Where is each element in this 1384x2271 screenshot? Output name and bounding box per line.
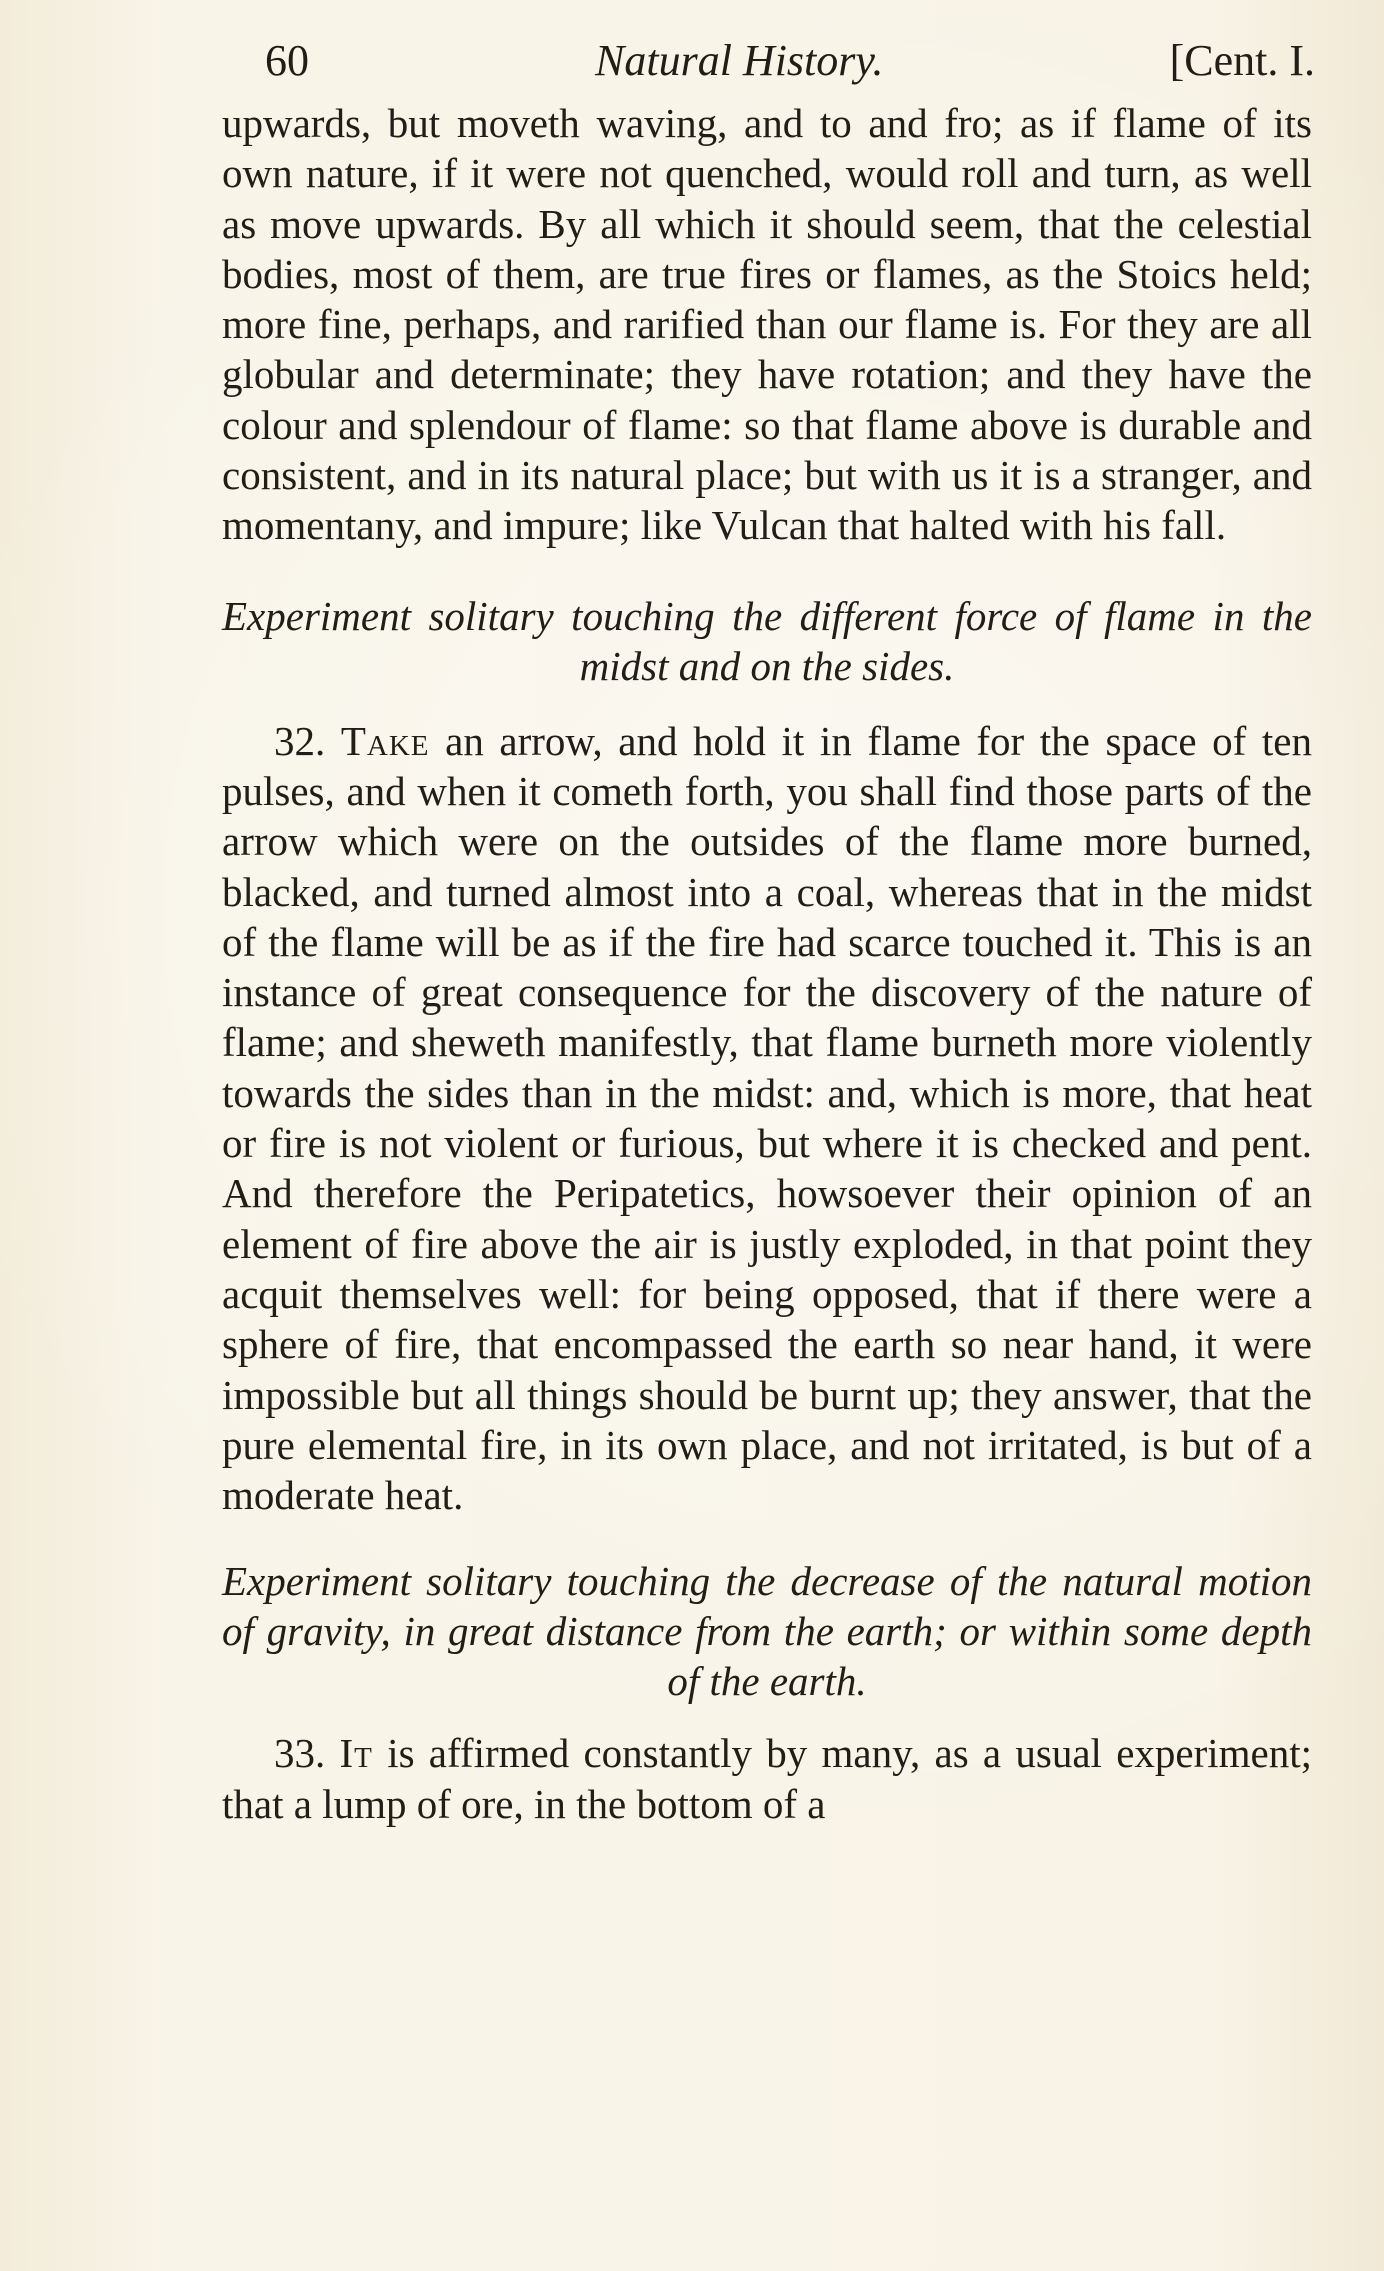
lead-word: It xyxy=(339,1730,373,1777)
experiment-heading-33: Experiment solitary touching the decrease of the natural motion of gravity, in great distance from the earth; or within some depth of the earth. xyxy=(222,1558,1312,1705)
paragraph-number: 32. xyxy=(274,717,326,764)
paragraph-32 xyxy=(222,716,1312,1521)
paragraph-33 xyxy=(222,1728,1312,1829)
paragraph-text: is affirmed constantly by many, as a usual experiment; that a lump of ore, in the bottom of a xyxy=(222,1730,1313,1827)
spacer xyxy=(222,1706,1312,1728)
section-marker: [Cent. I. xyxy=(1169,36,1315,85)
paragraph-text: an arrow, and hold it in flame for the space of ten pulses, and when it cometh forth, you shall find those parts of the arrow which were on the outsides of the flame more burned, blacked, and turned almost into a coal, whereas that in the midst of the flame will be as if the fire had scarce touched it. This is an instance of great consequence for the discovery of the nature of flame; and sheweth manifestly, that flame burneth more violently towards the sides than in the midst: and, which is more, that heat or fire is not violent or furious, but where it is checked and pent. And therefore the Peripatetics, howsoever their opinion of an element of fire above the air is justly exploded, in that point they acquit themselves well: for being opposed, that if there were a sphere of fire, that encompassed the earth so near hand, it were impossible but all things should be burnt up; they answer, that the pure elemental fire, in its own place, and not irritated, is but of a moderate heat. xyxy=(222,717,1312,1519)
spacer xyxy=(222,551,1312,591)
page-number: 60 xyxy=(265,36,309,85)
spacer xyxy=(222,691,1312,716)
page-header xyxy=(265,26,1315,96)
paragraph-number: 33. xyxy=(274,1730,326,1777)
experiment-heading-32: Experiment solitary touching the different force of flame in the midst and on the sides. xyxy=(222,592,1312,689)
paragraph-continuation: upwards, but moveth waving, and to and fro; as if flame of its own nature, if it were not quenched, would roll and turn, as well as move upwards. By all which it should seem, that the celestial bodies, most of them, are true fires or flames, as the Stoics held; more fine, perhaps, and rarified than our flame is. For they are all globular and determinate; they have rotation; and they have the colour and splendour of flame: so that flame above is durable and consistent, and in its natural place; but with us it is a stranger, and momentany, and impure; like Vulcan that halted with his fall. xyxy=(222,100,1312,549)
lead-word: Take xyxy=(340,717,430,764)
page-body xyxy=(222,98,1312,1829)
spacer xyxy=(222,1520,1312,1556)
running-title: Natural History. xyxy=(595,36,884,85)
